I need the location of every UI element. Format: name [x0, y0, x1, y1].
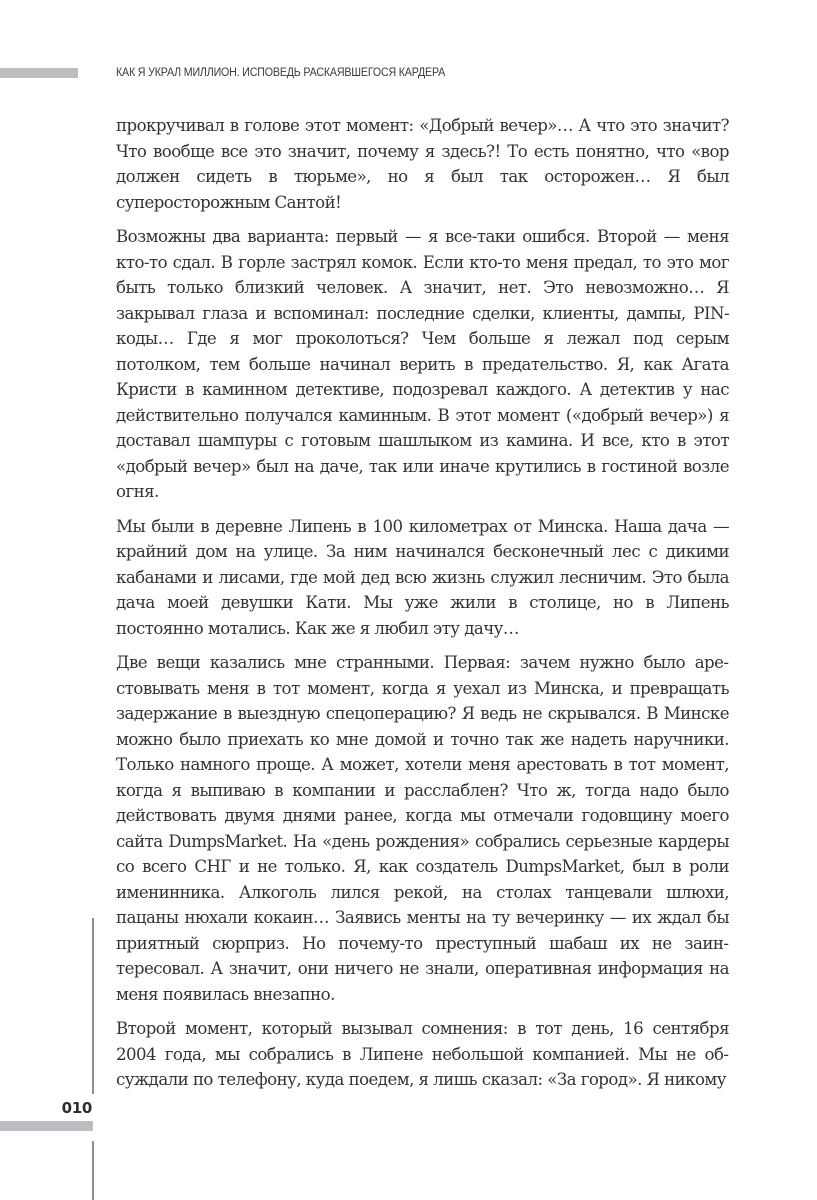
- header-decor-bar: [0, 68, 78, 78]
- paragraph: Второй момент, который вызывал сомнения: в тот день, 16 сентября 2004 года, мы собрались в Липене небольшой компанией. Мы не обсуждали по телефону, куда поедем, я лишь сказал: «За город». Я никому: [116, 1019, 729, 1089]
- paragraph: прокручивал в голове этот момент: «Добрый вечер»… А что это значит? Что вообще все это значит, почему я здесь?! То есть понятно, что «вор должен сидеть в тюрьме», но я был так осторожен… Я был суперосторожным Сантой!: [116, 116, 729, 212]
- paragraph: Две вещи казались мне странными. Первая: зачем нужно было арестовывать меня в тот момент, когда я уехал из Минска, и превращать задержание в выездную спецоперацию? Я ведь не скрывался. В Минске можно было приехать ко мне домой и точно так же надеть наручники. Только намного проще. А может, хотели меня арестовать в тот момент, когда я выпиваю в компании и расслаблен? Что ж, тогда надо было действовать двумя днями ранее, когда мы отмечали годовщину моего сайта DumpsMarket. На «день рождения» собрались серьезные кардеры со всего СНГ и не только. Я, как создатель DumpsMarket, был в роли именинника. Алкоголь лился рекой, на столах танцевали шлюхи, пацаны нюхали кокаин… Заявись менты на ту вечеринку — их ждал бы приятный сюрприз. Но почему-то преступный шабаш их не заинтересовал. А значит, они ничего не знали, оперативная информация на меня появилась внезапно.: [116, 653, 729, 1004]
- margin-rule-upper: [92, 918, 94, 1094]
- page-body-text: [116, 113, 729, 1102]
- paragraph: Мы были в деревне Липень в 100 километрах от Минска. Наша дача — крайний дом на улице. За ним начинался бесконечный лес с дикими кабанами и лисами, где мой дед всю жизнь служил лесничим. Это была дача моей девушки Кати. Мы уже жили в столице, но в Липень постоянно мотались. Как же я любил эту дачу…: [116, 516, 729, 638]
- running-head-title: КАК Я УКРАЛ МИЛЛИОН. ИСПОВЕДЬ РАСКАЯВШЕГОСЯ КАРДЕРА: [116, 65, 446, 79]
- footer-decor-bar: [0, 1121, 93, 1131]
- paragraph: Возможны два варианта: первый — я все-таки ошибся. Второй — меня кто-то сдал. В горле застрял комок. Если кто-то меня предал, то это мог быть только близкий человек. А значит, нет. Это невозможно… Я закрывал глаза и вспоминал: последние сделки, клиенты, дампы, PIN-коды… Где я мог проколоться? Чем больше я лежал под серым потолком, тем больше начинал верить в предательство. Я, как Агата Кристи в каминном детективе, подозревал каждого. А детектив у нас действительно получался каминным. В этот момент («добрый вечер») я доставал шампуры с готовым шашлыком из камина. И все, кто в этот «добрый вечер» был на даче, так или иначе крутились в гостиной возле огня.: [116, 227, 729, 501]
- margin-rule-lower: [92, 1141, 94, 1200]
- page-number: 010: [61, 1099, 92, 1117]
